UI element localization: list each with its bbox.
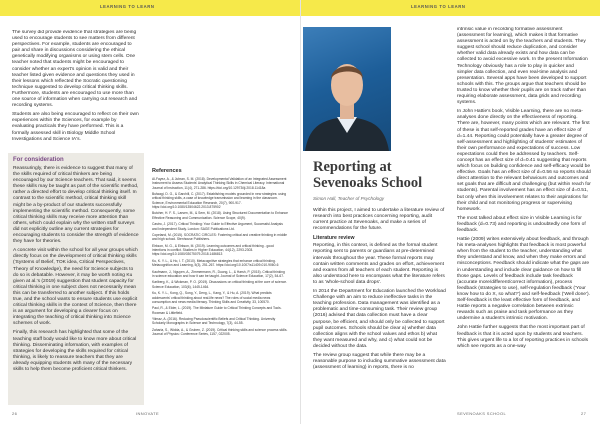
left-running-foot: INNOVATE xyxy=(136,411,160,416)
reference-entry: Ku, K. Y. L., & Ho, I. T. (2010). Metacognitive strategies that enhance critical thinking. Metacognition and Learning, 5(3), 251-267. https://doi.org/10.1007/s11409-010-9060-6 xyxy=(152,258,279,268)
paragraph: A concrete visit within the school for all year groups which directly focus on the development of critical thinking skills ('Systems of Belief, TOK idea, Critical Perspectives, Theory of Knowledge), the need for Science subjects to do so is debatable. However, it may be worth noting Ku given at al.'s (2019) suggestion that student capacity for critical thinking in one subject does not necessarily mean this can be transferred to another subject. If this holds true, and the school wants to ensure students use explicit critical thinking skills in the context of Science, then there is an argument for developing a clearer focus on integrating the teaching of critical thinking into Science schemes of work. xyxy=(13,248,138,327)
paragraph: Hattie (2009) writes extensively about feedback, and through his meta-analyses highlights that feedback is most powerful when from the student to the teacher, understanding what they understand and know, and when they make errors and misconceptions. Feedback should indicate what the gaps are in understanding and include clear guidance on how to fill those gaps. Levels of feedback include task feedback (accurate more/different/correct information), process feedback (strategies to use), self-regulation feedback ('Your know how to do X, so what?') and self-feedback ('Well done'). Self-feedback is the least effective form of feedback, and Hattie reports a negative correlation between extrinsic rewards such as praise and task performance as they undermine a student's intrinsic motivation. xyxy=(457,237,590,322)
reference-entry: Yilmaz, A. (2016). Reducing Pseudoscientific Beliefs and Critical Thinking. University Scholarly Monographs in Science and Technology, 7(3), 44-55. xyxy=(152,317,276,326)
paragraph: The most talked about effect size in Visible Learning is for feedback (d=0.73) and reporting is undoubtedly one form of feedback. xyxy=(457,215,586,233)
reference-entry: Zaharia, S., Widda, A., & Gruben, Z. (2019). Critical thinking skills and science process skills. Journal of Physics: Conference Series, 1157, 022005. xyxy=(152,327,288,337)
reference-entry: Elrkson, M. G., & Elrkson, M. (2019). Learning outcomes and critical thinking - good intentions in conflict. Studies in Higher Education, 44(12), 2293-2303. https://doi.org/10.1080/03075079.2018.1486813 xyxy=(152,243,274,257)
right-running-foot: SEVENOAKS SCHOOL xyxy=(457,411,507,416)
intro-paragraph: Within this project, I aimed to undertake a literature review of research into best practices concerning reporting, audit current practice at Sevenoaks, and make a series of recommendations for the future. xyxy=(313,208,445,232)
paragraph: In John Hattie's book, Visible Learning, there are no meta-analyses done directly on the effectiveness of reporting. There are, however, many points which are relevant. The first of these is that self-reported grades have an effect size of d=1.44. Reporting could potentially have a greater degree of self-assessment and highlighting of students' estimates of their own performance and expectations of success. Low expectations could then be addressed by teachers. Self-concept has an effect size of d=0.41 suggesting that reports which focus on building confidence and self-efficacy would be effective. Goals has an effect size of d=0.56 so reports should direct attention to the relevant behaviours and outcomes and set goals that are difficult and challenging (but within reach for students). Parental involvement has an effect size of d=0.51, but only when this involvement relates to their aspirations for their child and not monitoring progress or supervising homework. xyxy=(457,109,591,212)
left-page-number: 26 xyxy=(12,411,18,416)
paragraph: The review group suggest that while there may be a reasonable purpose to including summative assessment data (assessment of learning) in reports, there is no xyxy=(313,352,446,371)
paragraph: The survey did provide evidence that strategies are being used to encourage students to see matters from different perspectives. For example, students are encouraged to pair and share in discussions considering the ethical genetically modifying organisms or using stem cells. One teacher noted that students might be encouraged to consider whether an expert's opinion is valid and their teacher listed given evidence and questions they used in their lessons which reflected the Socratic questioning technique suggested to develop critical thinking skills. Furthermore, students are encouraged to use more than one source of information when carrying out research and recording systems. xyxy=(12,30,138,109)
section-heading: Literature review xyxy=(313,235,355,242)
author-photo xyxy=(303,27,391,151)
article-byline: Simon Hall, Teacher of Psychology xyxy=(313,196,385,201)
paragraph: Finally, this research has highlighted that some of the teaching staff body would like to know more about critical thinking. Disseminating information, with examples of strategies for developing the skills required for critical thinking, is likely to reassure teachers that they are already equipping students with many of the necessary skills to help them become proficient critical thinkers. xyxy=(13,330,137,372)
right-page-number: 27 xyxy=(581,411,587,416)
reference-entry: Paul, R., & Elder, L. (2019). The Miniature Guide to Critical Thinking Concepts and Tools. Rowman & Littlefield. xyxy=(152,306,282,315)
box-heading: For consideration xyxy=(13,157,64,163)
references-column xyxy=(152,168,288,400)
references-heading: References xyxy=(152,168,182,174)
reference-entry: Karlberg, K., & Wickman, P. O. (2019). Discussions on critical thinking at the core of science. Science Education, 103(6), 1445-1464. xyxy=(152,280,287,289)
reference-entry: Al-Fayez, A., & Jubran, S. M. (2018). Developmental Validation of an Integrated Assessment Instrument to Assess Students' Analytical Thinking Skills in Chemical Literacy. International Journal of Instruction, 11(4), 271-286. https://doi.org/10.12973/iji.2018.11418a xyxy=(152,177,287,190)
paragraph: Reporting, in this context, is defined as the formal student reporting sent to parents or guardians at pre-determined intervals throughout the year. These formal reports may contain written comments and grades on effort, achievement and exams from all teachers of each student. Reporting is also understood here to encompass what the literature refers to as 'whole-school data drops'. xyxy=(313,243,445,285)
left-col1-intro xyxy=(12,30,140,150)
reference-entry: Bulwagi, D. G., & Garchill, C. (2017). Establishing models grounded in new strategies: using critical thinking skills, a case of knowledge transmission and learning in the classroom. Science, Environmental Education Research, 20(7), 900-917. https://doi.org/10.1080/13504622.2013.875902 xyxy=(152,192,287,209)
reference-entry: Copeland, M. (2015). SOCRATIC CIRCLES: Fostering critical and creative thinking in middle and high school. Stenhouse Publishers. xyxy=(152,233,287,242)
reference-entry: Butcher, H. F. S., Larsen, M., & Sem, M. (2018). Using Structured Documentation to Enhance Effective Reasoning and Communication. Science Scope, 40(9). xyxy=(152,211,288,220)
paragraph: In 2014 the Department for Education launched the Workload Challenge with an aim to reduce ineffective tasks in the teaching profession. Data management was identified as a problematic and time-consuming task. Their review group (2016) advised that data collection must have a clear purpose, be efficient, and should only be collected to support pupil outcomes. Schools should be clear a) whether data collection aligns with the school values and ethos b) what they want measured and why, and c) what could not be decided without the data. xyxy=(313,289,446,349)
right-page xyxy=(300,0,600,424)
paragraph: John Hattie further suggests that the most important part of feedback is that it is acted upon by students and teachers. This gives urgent life to a lot of reporting practices in schools which see reports as a one-way xyxy=(457,325,589,349)
portrait-illustration xyxy=(303,27,391,151)
reference-entry: Kaufmann, J., Nguyen, A., Zimmermann, R., Duong, L., & Harsh, P. (2015). Critical thinking in science education and how it can be taught. Journal of Science Education, 17(2), 54-67. xyxy=(152,269,285,278)
for-consideration-box xyxy=(8,153,144,405)
article-title: Reporting at Sevenoaks School xyxy=(313,160,423,191)
paragraph: Students are also being encouraged to reflect on their own experiences within the Sciences, for example by evaluating practicals they have performed. This is a formally assessed skill in Biology Middle School Investigations and Science IA's. xyxy=(12,112,139,142)
reference-entry: Ku, K. Y. L., Kong, Q., Song, Y., Deng, L., Kang, Y., & Hu, A. (2019). What predicts adolescents' critical thinking about real-life news? The roles of social media news consumption and news media literacy. Thinking Skills and Creativity, 33, 100570. xyxy=(152,291,272,304)
right-col2 xyxy=(457,27,591,410)
right-page-header-band xyxy=(301,0,600,16)
left-page-header-label: LEARNING TO LEARN xyxy=(100,4,155,9)
paragraph: intrinsic value in recording formative assessment (assessment for learning), which makes it that formative assessment is acted on by the teachers and students. They suggest school should reduce duplication, and consider whether valid data already exists and how data can be collected to avoid excessive work. In the present Information Technology obviously has a role to play in quicker and simpler data collection, and even real-time analysis and presentation. Several apps have been developed to support schools with this. The groups argue that teachers should be trusted to know whether their pupils are on track rather than requiring elaborate assessment, data grids and recording systems. xyxy=(457,27,588,106)
left-page-header-band xyxy=(0,0,300,16)
reference-entry: Castro, J. (2017). Critical Thinking: Your Guide to Effective Argument, Successful Analysis and Independent Study. London: SAGE Publications Ltd. xyxy=(152,222,283,231)
paragraph: Reassuringly, there is evidence to suggest that many of the skills required of critical thinkers are being encouraged by our Science teachers. That said, it seems these skills may be taught as part of the scientific method, rather a directed effort to develop critical thinking itself. In contrast to the scientific method, critical thinking skill might be a by-product of our students successfully implementing the scientific method. Consequently, some critical thinking skills may receive more attention than others, which could explain why the written staff surveys did not explicitly outline any current strategies for encouraging students to consider the strength of evidence they have for theories. xyxy=(13,166,139,245)
right-page-header-label: LEARNING TO LEARN xyxy=(411,4,466,9)
right-col1 xyxy=(313,160,447,410)
